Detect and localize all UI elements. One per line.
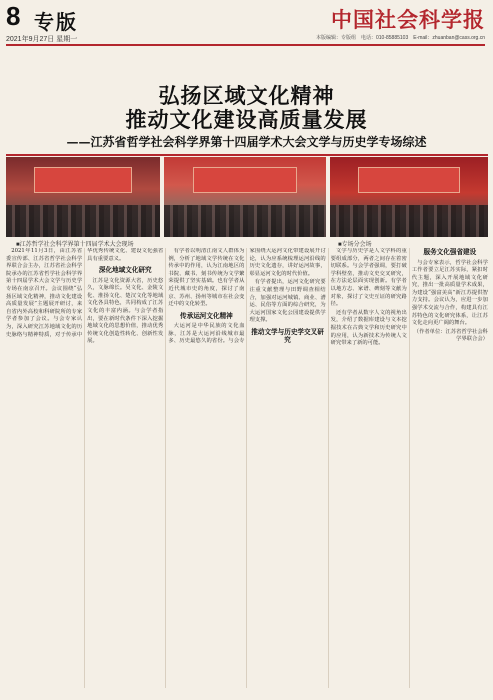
paragraph: 有学者以明清江南文人群体为例，分析了地域文学传统在文化传承中的作用，认为江南地区的书院、藏书、刻书传统为文学繁荣提供了坚实基础。也有学者从近代城市史的角度，探讨了南京、苏州、扬州等城市在社会变迁中的文化转型。 bbox=[168, 248, 245, 308]
stage-screen bbox=[34, 167, 133, 193]
stage-screen bbox=[358, 167, 459, 193]
page-number: 8 bbox=[6, 1, 21, 31]
headline-line-1: 弘扬区域文化精神 bbox=[158, 83, 335, 108]
accent-rule bbox=[6, 154, 488, 156]
paragraph: 江苏是文化资源大省，历史悠久，文脉绵长。吴文化、金陵文化、淮扬文化、楚汉文化等地域文化各具特色，共同构成了江苏文化的丰富内涵。与会学者指出，要在新时代条件下深入挖掘地域文化的思想价值，推动优秀传统文化创造性转化、创新性发展。 bbox=[87, 277, 164, 345]
subhead-2: 传承运河文化精神 bbox=[180, 311, 233, 320]
conference-photo-left bbox=[6, 157, 160, 237]
headline-line-2: 推动文化建设高质量发展 bbox=[125, 107, 368, 132]
section-title: 专版 bbox=[34, 10, 78, 34]
newspaper-masthead: 中国社会科学报 bbox=[331, 7, 485, 32]
photo-caption-right: ■专场分会场 bbox=[338, 242, 372, 248]
audience bbox=[164, 205, 326, 237]
conference-photo-right bbox=[330, 157, 488, 237]
audience bbox=[330, 205, 488, 237]
photo-caption-left: ■江苏哲学社会科学界第十四届学术大会现场 bbox=[16, 242, 134, 248]
page-header bbox=[0, 0, 493, 46]
header-rule bbox=[6, 44, 485, 46]
issue-date: 2021年9月27日 星期一 bbox=[6, 36, 78, 43]
conference-photo-center bbox=[164, 157, 326, 237]
subhead-3: 推动文学与历史学交叉研究 bbox=[251, 327, 324, 345]
editor-info: 本版编辑：专版组 电话：010-85885103 E-mail：zhuanban@cass.org.cn bbox=[315, 35, 485, 41]
stage-screen bbox=[193, 167, 297, 193]
article-intro: 2021年11月3日，由江苏省委宣传部、江苏省哲学社会科学界联合会主办，江苏省社会科学院承办的江苏省哲学社会科学界第十四届学术大会文学与历史学专场在南京召开。会议围绕“弘扬区域文化精神，推动文化建设高质量发展”主题展开研讨，来自省内外高校和科研院所的专家学者参加了会议。与会专家认为，深入研究江苏地域文化的历史脉络与精神特质，对于传承中华优秀传统文化、建设文化强省具有重要意义。 bbox=[6, 248, 164, 338]
paragraph: 文学与历史学是人文学科的重要组成部分，两者之间存在着密切联系。与会学者强调，要打破学科壁垒，推动文史交叉研究，在方法论层面实现创新。有学者以地方志、家谱、碑刻等文献为对象，探讨了文史互证的研究路径。 bbox=[330, 248, 407, 308]
author-note: （作者单位：江苏省哲学社会科学界联合会） bbox=[413, 328, 488, 343]
headline-subtitle: ——江苏省哲学社会科学界第十四届学术大会文学与历史学专场综述 bbox=[66, 135, 427, 149]
audience bbox=[6, 205, 160, 237]
article-body bbox=[6, 248, 488, 688]
subhead-1: 深化地域文化研究 bbox=[98, 266, 152, 275]
subhead-4: 服务文化强省建设 bbox=[423, 248, 477, 256]
paragraph: 与会专家表示，哲学社会科学工作者要立足江苏实际，紧扣时代主题，深入开展地域文化研究，推出一批高质量学术成果，为建设“强富美高”新江苏提供智力支持。会议认为，应进一步加强学术交流与合作，构建具有江苏特色的文化研究体系，让江苏文化走向更广阔的舞台。 bbox=[411, 259, 488, 327]
paragraph: 有学者提出，运河文化研究要注重文献整理与田野调查相结合，加强对运河城镇、商业、漕运、民俗等方面的综合研究，为大运河国家文化公园建设提供学理支撑。 bbox=[249, 279, 326, 324]
paragraph: 大运河是中华民族的文化血脉，江苏是大运河沿线城市最多、历史最悠久的省份。与会专家围绕大运河文化带建设展开讨论，认为应系统梳理运河沿线的历史文化遗存，讲好运河故事，彰显运河文化的时代价值。 bbox=[168, 248, 326, 345]
paragraph: 还有学者从数字人文的视角出发，介绍了数据库建设与文本挖掘技术在古典文学和历史研究中的应用，认为新技术为传统人文研究带来了新的可能。 bbox=[330, 309, 407, 347]
